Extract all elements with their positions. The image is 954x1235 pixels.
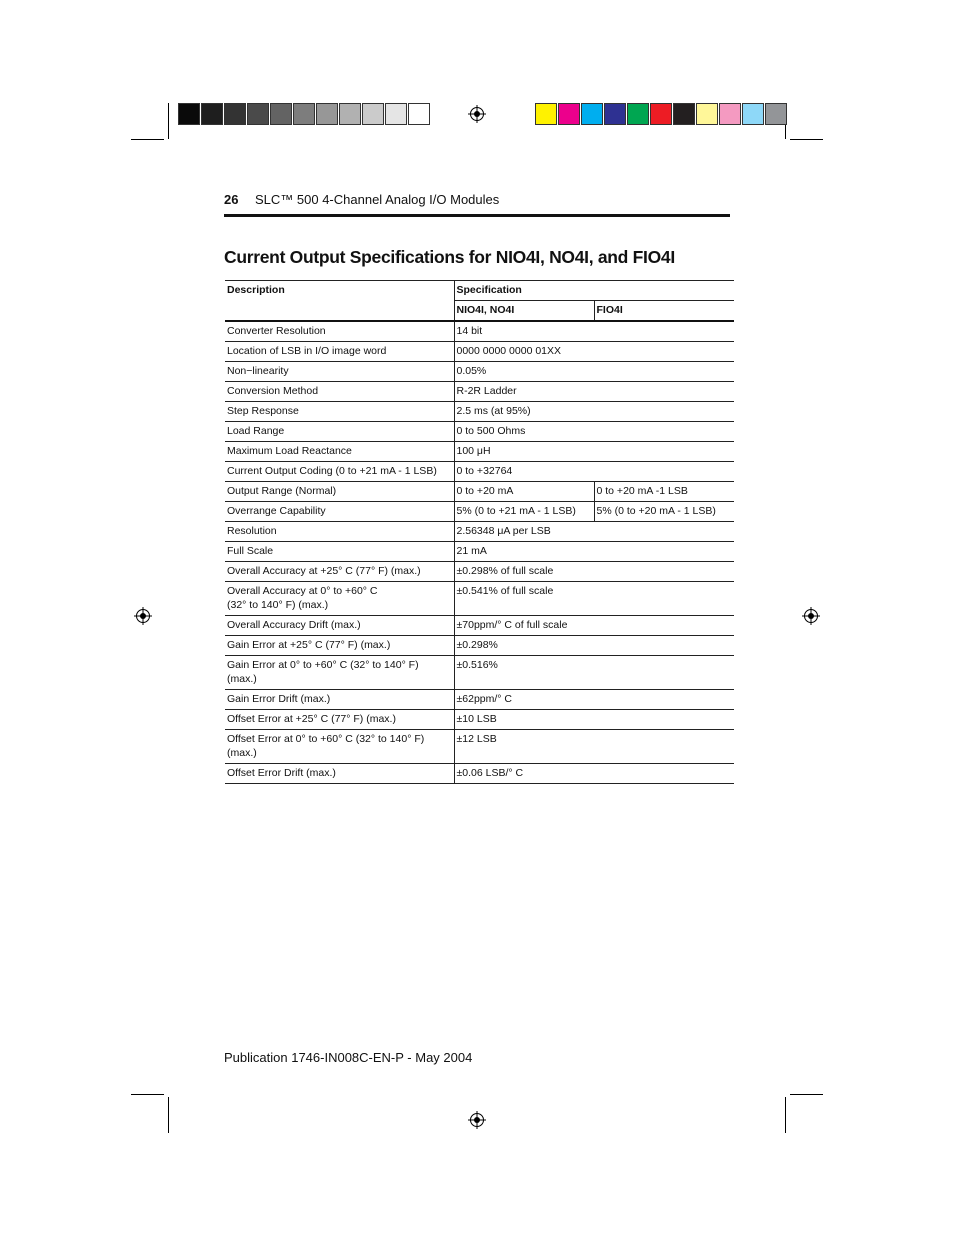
row-description-text: Maximum Load Reactance [227, 445, 352, 457]
row-spec-value: 2.56348 μA per LSB [454, 522, 734, 542]
row-description-text: Overall Accuracy at 0° to +60° C [227, 585, 378, 597]
column-header-specification: Specification [454, 281, 734, 301]
table-row [225, 462, 734, 482]
table-row [225, 321, 734, 342]
row-description-text: Gain Error at +25° C (77° F) (max.) [227, 639, 391, 651]
row-description [225, 342, 454, 362]
gray-swatch [247, 103, 269, 125]
row-description-text: Output Range (Normal) [227, 485, 337, 497]
row-description [225, 442, 454, 462]
table-row [225, 402, 734, 422]
row-spec-value: 100 μH [454, 442, 734, 462]
table-row [225, 764, 734, 784]
row-spec-value: 0 to +20 mA [454, 482, 594, 502]
table-row [225, 582, 734, 616]
row-description-text: Resolution [227, 525, 277, 537]
row-spec-value: ±0.06 LSB/° C [454, 764, 734, 784]
running-header-title: SLC™ 500 4-Channel Analog I/O Modules [255, 192, 500, 207]
row-description [225, 482, 454, 502]
grayscale-bar [178, 103, 431, 125]
row-description [225, 422, 454, 442]
gray-swatch [362, 103, 384, 125]
table-row [225, 616, 734, 636]
color-swatch [696, 103, 718, 125]
row-description [225, 462, 454, 482]
publication-footer: Publication 1746-IN008C-EN-P - May 2004 [224, 1050, 473, 1065]
table-row [225, 690, 734, 710]
row-description [225, 656, 454, 690]
column-header-description: Description [225, 281, 454, 322]
crop-mark-top-right-h [790, 139, 823, 140]
table-row [225, 422, 734, 442]
gray-swatch [201, 103, 223, 125]
table-row [225, 562, 734, 582]
row-description [225, 764, 454, 784]
color-swatch [719, 103, 741, 125]
row-description-text: Offset Error Drift (max.) [227, 767, 336, 779]
gray-swatch [178, 103, 200, 125]
row-description-text: Overall Accuracy Drift (max.) [227, 619, 361, 631]
row-description [225, 502, 454, 522]
color-swatch [535, 103, 557, 125]
spec-table [225, 280, 734, 784]
row-description-text: Current Output Coding (0 to +21 mA - 1 LSB) [227, 465, 437, 477]
row-spec-value: R-2R Ladder [454, 382, 734, 402]
gray-swatch [224, 103, 246, 125]
row-description [225, 321, 454, 342]
row-description-text: Gain Error at 0° to +60° C (32° to 140° F) (max.) [227, 659, 419, 685]
gray-swatch [316, 103, 338, 125]
crop-mark-bottom-left-v [168, 1097, 169, 1133]
table-row [225, 710, 734, 730]
color-swatch [742, 103, 764, 125]
row-description-text: Location of LSB in I/O image word [227, 345, 387, 357]
header-rule [224, 214, 730, 217]
row-description [225, 730, 454, 764]
spec-table-body [225, 321, 734, 784]
row-spec-value: 21 mA [454, 542, 734, 562]
row-description [225, 710, 454, 730]
row-description-text: Offset Error at +25° C (77° F) (max.) [227, 713, 396, 725]
row-description-text: Overrange Capability [227, 505, 326, 517]
row-spec-value: 0 to 500 Ohms [454, 422, 734, 442]
row-description-text: Conversion Method [227, 385, 319, 397]
row-description [225, 362, 454, 382]
registration-mark-right-icon [802, 607, 820, 625]
row-description [225, 636, 454, 656]
row-spec-value: ±70ppm/° C of full scale [454, 616, 734, 636]
row-spec-value-fio4i: 0 to +20 mA -1 LSB [594, 482, 734, 502]
row-description-text: Full Scale [227, 545, 274, 557]
row-spec-value: ±0.298% [454, 636, 734, 656]
gray-swatch [385, 103, 407, 125]
row-spec-value: ±0.298% of full scale [454, 562, 734, 582]
row-description [225, 522, 454, 542]
color-bar [535, 103, 788, 125]
table-row [225, 636, 734, 656]
crop-mark-bottom-right-v [785, 1097, 786, 1133]
table-row [225, 522, 734, 542]
row-description-text: Load Range [227, 425, 285, 437]
registration-mark-left-icon [134, 607, 152, 625]
section-title: Current Output Specifications for NIO4I, NO4I, and FIO4I [224, 247, 675, 267]
row-description-text: Offset Error at 0° to +60° C (32° to 140° F) (max.) [227, 733, 425, 759]
color-swatch [673, 103, 695, 125]
table-row [225, 502, 734, 522]
row-spec-value: ±12 LSB [454, 730, 734, 764]
gray-swatch [270, 103, 292, 125]
table-row [225, 382, 734, 402]
color-swatch [604, 103, 626, 125]
row-description-text: Overall Accuracy at +25° C (77° F) (max.) [227, 565, 421, 577]
color-swatch [581, 103, 603, 125]
row-spec-value-fio4i: 5% (0 to +20 mA - 1 LSB) [594, 502, 734, 522]
gray-swatch [408, 103, 430, 125]
color-swatch [558, 103, 580, 125]
table-row [225, 442, 734, 462]
row-description-text: Converter Resolution [227, 325, 326, 337]
color-swatch [765, 103, 787, 125]
table-row [225, 342, 734, 362]
column-header-nio4i-no4i: NIO4I, NO4I [454, 301, 594, 322]
row-description [225, 690, 454, 710]
row-description-text: Non−linearity [227, 365, 289, 377]
row-description [225, 542, 454, 562]
row-spec-value: 5% (0 to +21 mA - 1 LSB) [454, 502, 594, 522]
row-spec-value: ±62ppm/° C [454, 690, 734, 710]
row-spec-value: 0000 0000 0000 01XX [454, 342, 734, 362]
gray-swatch [339, 103, 361, 125]
row-description [225, 562, 454, 582]
table-row [225, 542, 734, 562]
row-spec-value: 0.05% [454, 362, 734, 382]
row-spec-value: 14 bit [454, 321, 734, 342]
row-description-text-line2: (32° to 140° F) (max.) [227, 599, 329, 611]
crop-mark-bottom-left-h [131, 1094, 164, 1095]
row-description [225, 402, 454, 422]
page-number: 26 [224, 192, 239, 207]
row-description-text: Gain Error Drift (max.) [227, 693, 331, 705]
row-description [225, 582, 454, 616]
row-spec-value: 2.5 ms (at 95%) [454, 402, 734, 422]
crop-mark-bottom-right-h [790, 1094, 823, 1095]
row-spec-value: ±10 LSB [454, 710, 734, 730]
row-description [225, 616, 454, 636]
table-row [225, 730, 734, 764]
gray-swatch [293, 103, 315, 125]
registration-mark-bottom-icon [468, 1111, 486, 1129]
table-row [225, 362, 734, 382]
color-swatch [650, 103, 672, 125]
crop-mark-top-left-v [168, 103, 169, 139]
row-description [225, 382, 454, 402]
table-row [225, 656, 734, 690]
crop-mark-top-left-h [131, 139, 164, 140]
row-spec-value: ±0.516% [454, 656, 734, 690]
table-row [225, 482, 734, 502]
column-header-fio4i: FIO4I [594, 301, 734, 322]
table-header-row [225, 281, 734, 301]
row-spec-value: ±0.541% of full scale [454, 582, 734, 616]
color-swatch [627, 103, 649, 125]
registration-mark-top-icon [468, 105, 486, 123]
row-description-text: Step Response [227, 405, 299, 417]
row-spec-value: 0 to +32764 [454, 462, 734, 482]
